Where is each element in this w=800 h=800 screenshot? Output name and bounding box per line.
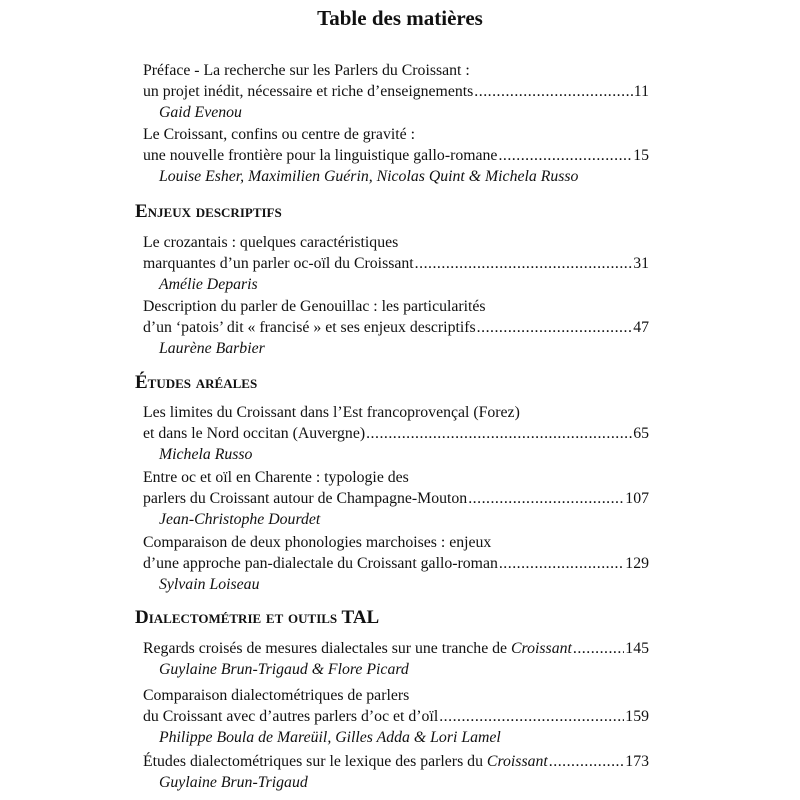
entry-author: Laurène Barbier (159, 340, 265, 357)
toc-entry-introduction (143, 124, 649, 187)
page-number: 159 (625, 708, 649, 725)
entry-title-line: un projet inédit, nécessaire et riche d’enseignements (143, 83, 474, 100)
page-number: 173 (625, 753, 649, 770)
dot-leader (415, 253, 633, 274)
toc-entry-preface (143, 60, 649, 123)
entry-title-line: Préface - La recherche sur les Parlers du Croissant : (143, 62, 470, 79)
entry-title-line: marquantes d’un parler oc-oïl du Croissant (143, 255, 414, 272)
entry-author: Gaid Evenou (159, 104, 242, 121)
entry-title-line: Le Croissant, confins ou centre de gravité : (143, 126, 415, 143)
section-heading: Enjeux descriptifs (135, 201, 282, 222)
section-heading: Dialectométrie et outils TAL (135, 607, 380, 628)
entry-author: Jean-Christophe Dourdet (159, 511, 321, 528)
page-number: 15 (633, 147, 649, 164)
page-number: 47 (633, 319, 649, 336)
entry-title-line: Études dialectométriques sur le lexique des parlers du Croissant (143, 753, 548, 770)
toc-entry (143, 751, 649, 793)
dot-leader (549, 751, 625, 772)
entry-title-line: Entre oc et oïl en Charente : typologie des (143, 469, 409, 486)
entry-title-line: d’une approche pan-dialectale du Croissant gallo-roman (143, 555, 498, 572)
entry-author: Guylaine Brun-Trigaud & Flore Picard (159, 661, 409, 678)
dot-leader (498, 145, 632, 166)
section-heading: Études aréales (135, 372, 258, 393)
entry-title-line: d’un ‘patois’ dit « francisé » et ses enjeux descriptifs (143, 319, 476, 336)
entry-title-line: parlers du Croissant autour de Champagne-Mouton (143, 490, 468, 507)
dot-leader (468, 488, 624, 509)
toc-entry (143, 638, 649, 680)
dot-leader (477, 317, 633, 338)
entry-title-line: Description du parler de Genouillac : les particularités (143, 298, 486, 315)
page-number: 11 (633, 83, 649, 100)
dot-leader (474, 81, 632, 102)
entry-title-line: Comparaison de deux phonologies marchoises : enjeux (143, 534, 492, 551)
page-number: 129 (625, 555, 649, 572)
toc-entry (143, 532, 649, 595)
entry-author: Philippe Boula de Mareüil, Gilles Adda & Lori Lamel (159, 729, 501, 746)
entry-title-line: une nouvelle frontière pour la linguistique gallo-romane (143, 147, 498, 164)
toc-entry (143, 402, 649, 465)
page-number: 31 (633, 255, 649, 272)
entry-title-line: et dans le Nord occitan (Auvergne) (143, 425, 366, 442)
page-number: 107 (625, 490, 649, 507)
toc-entry (143, 467, 649, 530)
dot-leader (366, 423, 632, 444)
entry-author: Sylvain Loiseau (159, 576, 260, 593)
entry-title-line: Le crozantais : quelques caractéristiques (143, 234, 399, 251)
page-number: 65 (633, 425, 649, 442)
entry-title-line: Regards croisés de mesures dialectales sur une tranche de Croissant (143, 640, 572, 657)
entry-author: Guylaine Brun-Trigaud (159, 774, 308, 791)
entry-author: Michela Russo (159, 446, 253, 463)
toc-entry (143, 685, 649, 748)
entry-author: Amélie Deparis (159, 276, 258, 293)
entry-author: Louise Esher, Maximilien Guérin, Nicolas Quint & Michela Russo (159, 168, 579, 185)
dot-leader (499, 553, 624, 574)
entry-title-line: Les limites du Croissant dans l’Est francoprovençal (Forez) (143, 404, 520, 421)
dot-leader (573, 638, 624, 659)
page-number: 145 (625, 640, 649, 657)
toc-entry (143, 232, 649, 295)
entry-title-line: Comparaison dialectométriques de parlers (143, 687, 410, 704)
toc-title: Table des matières (317, 6, 483, 30)
dot-leader (439, 706, 624, 727)
entry-title-line: du Croissant avec d’autres parlers d’oc et d’oïl (143, 708, 439, 725)
toc-entry (143, 296, 649, 359)
